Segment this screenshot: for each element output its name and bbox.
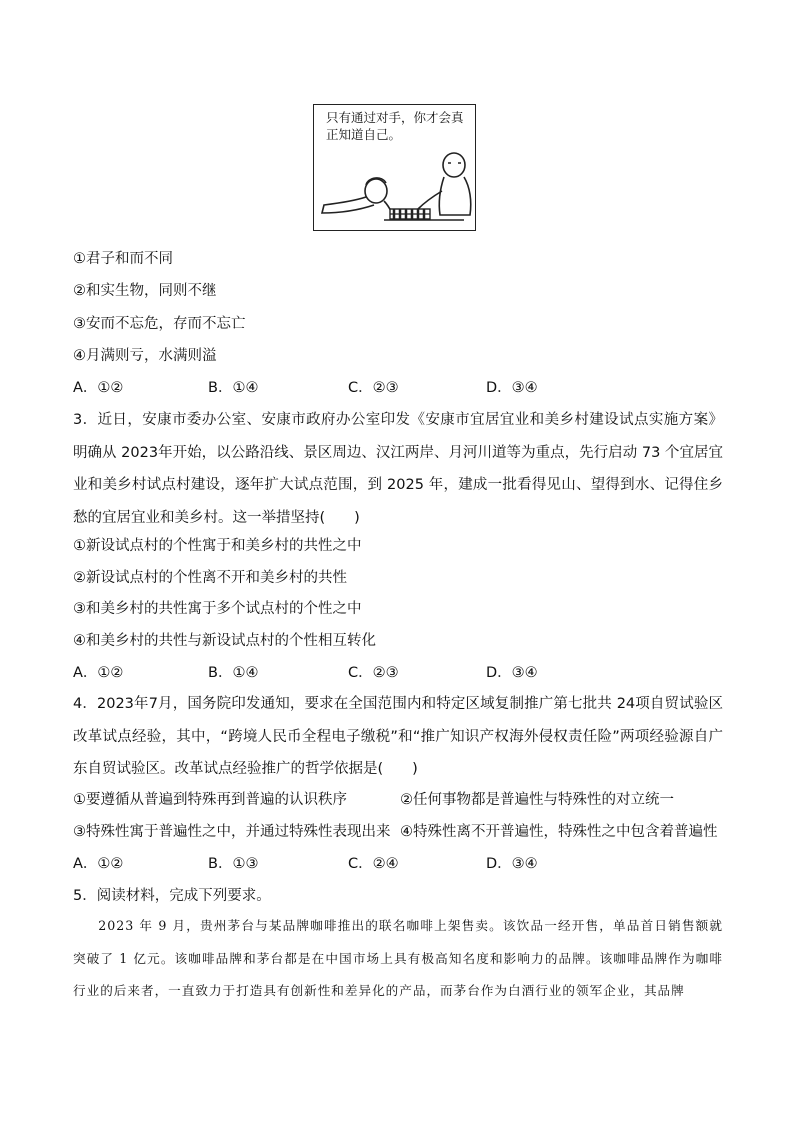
q4-choice-d: D．③④ [486,856,538,872]
q3-choice-a: A．①② [73,665,124,681]
q4-option-1: ①要遵循从普遍到特殊再到普遍的认识秩序 [73,792,347,808]
q3-choice-d: D．③④ [486,665,538,681]
cartoon-caption: 只有通过对手，你才会真正知道自己。 [326,110,464,142]
q3-option-4: ④和美乡村的共性与新设试点村的个性相互转化 [73,633,376,649]
q3-option-3: ③和美乡村的共性寓于多个试点村的个性之中 [73,601,362,617]
q4-option-3: ③特殊性寓于普遍性之中，并通过特殊性表现出来 [73,824,391,840]
q5-stem: 5．阅读材料，完成下列要求。 [73,888,271,904]
q2-option-2: ②和实生物，同则不继 [73,283,217,299]
q4-stem: 4．2023年7月，国务院印发通知，要求在全国范围内和特定区域复制推广第七批共 24项自贸试验区改革试点经验，其中，“跨境人民币全程电子缴税”和“推广知识产权海外侵权责任险”两项经验源自广东自贸试验区。改革试点经验推广的哲学依据是( ) [73,696,723,777]
q3-choice-b: B．①④ [208,665,259,681]
q3-option-2: ②新设试点村的个性离不开和美乡村的共性 [73,570,347,586]
cartoon-figure [313,104,476,231]
q2-choice-a: A．①② [73,380,124,396]
q4-option-2: ②任何事物都是普遍性与特殊性的对立统一 [400,792,674,808]
q5-material: 2023 年 9 月，贵州茅台与某品牌咖啡推出的联名咖啡上架售卖。该饮品一经开售，单品首日销售额就突破了 1 亿元。该咖啡品牌和茅台都是在中国市场上具有极高知名度和影响力的品牌。该咖啡品牌作为咖啡行业的后来者，一直致力于打造具有创新性和差异化的产品，而茅台作为白酒行业的领军企业，其品牌 [73,918,723,998]
q2-option-1: ①君子和而不同 [73,251,173,267]
q2-choice-d: D．③④ [486,380,538,396]
q3-stem: 3．近日，安康市委办公室、安康市政府办公室印发《安康市宜居宜业和美乡村建设试点实施方案》 明确从 2023年开始，以公路沿线、景区周边、汉江两岸、月河川道等为重点，先行启动 73 个宜居宜业和美乡村试点村建设，逐年扩大试点范围，到 2025 年，建成一批看得见山、望得到水、记得住乡愁的宜居宜业和美乡村。这一举措坚持( ) [73,412,723,526]
q2-option-3: ③安而不忘危，存而不忘亡 [73,316,246,332]
q2-option-4: ④月满则亏，水满则溢 [73,348,217,364]
q4-choice-b: B．①③ [208,856,259,872]
q3-option-1: ①新设试点村的个性寓于和美乡村的共性之中 [73,538,362,554]
q2-choice-c: C．②③ [348,380,399,396]
q4-choice-a: A．①② [73,856,124,872]
q2-choice-b: B．①④ [208,380,259,396]
q4-choice-c: C．②④ [348,856,399,872]
q4-option-4: ④特殊性离不开普遍性，特殊性之中包含着普遍性 [400,824,718,840]
q3-choice-c: C．②③ [348,665,399,681]
